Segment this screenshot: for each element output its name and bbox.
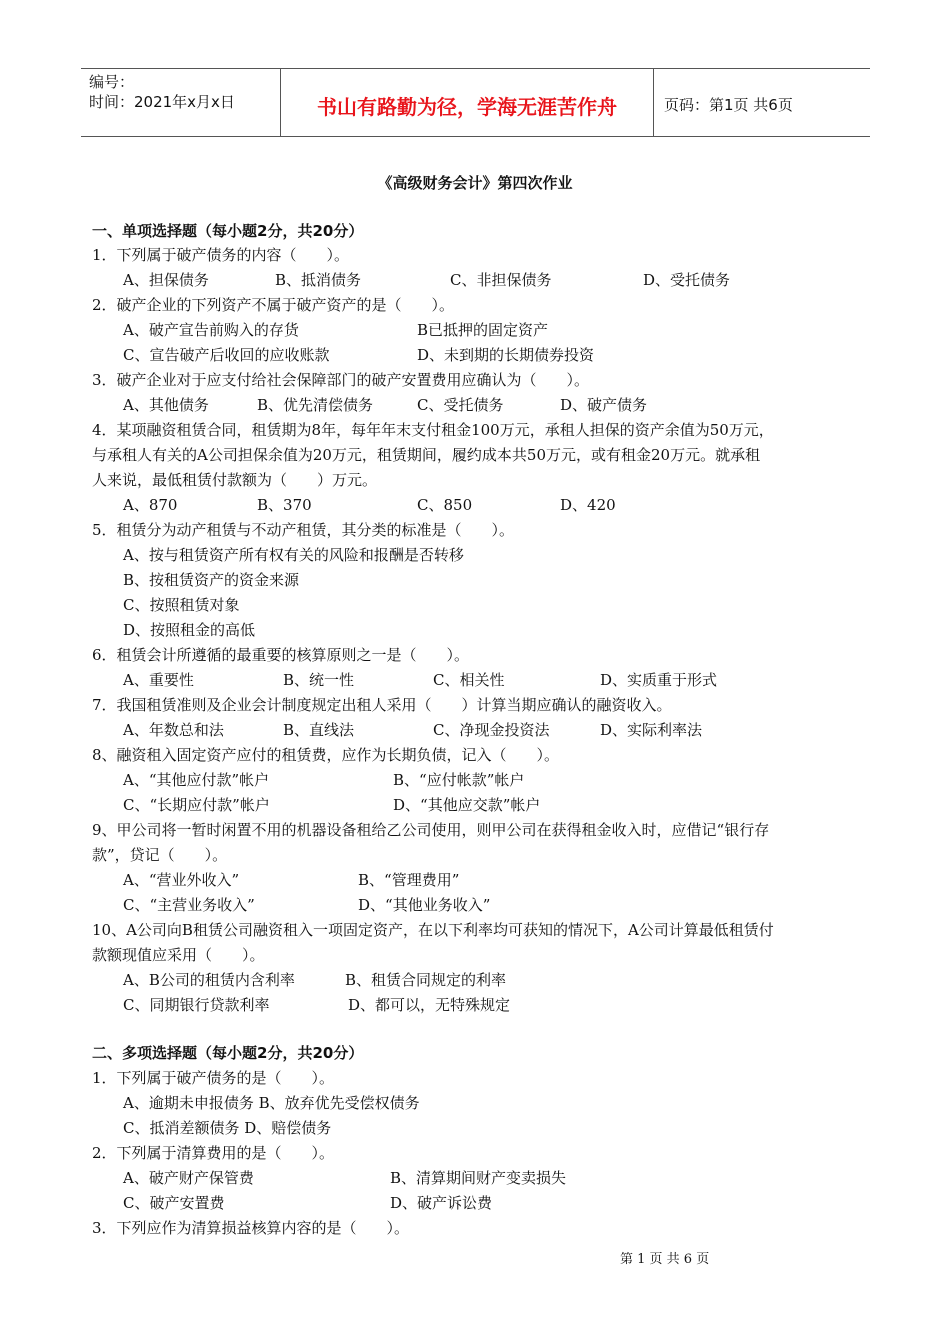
q9-option-c: C、“主营业务收入” — [123, 896, 255, 914]
question-8: 8、融资租入固定资产应付的租赁费，应作为长期负债，记入（ ）。 — [92, 746, 560, 764]
question-10-line1: 10、A公司向B租赁公司融资租入一项固定资产，在以下利率均可获知的情况下，A公司计算最低租赁付 — [92, 921, 774, 939]
q2-option-d: D、未到期的长期债券投资 — [417, 346, 595, 364]
m1-options-cd: C、抵消差额债务 D、赔偿债务 — [123, 1119, 332, 1137]
question-7: 7．我国租赁准则及企业会计制度规定出租人采用（ ）计算当期应确认的融资收入。 — [92, 696, 672, 714]
m2-option-b: B、清算期间财产变卖损失 — [390, 1169, 567, 1187]
q9-option-b: B、“管理费用” — [358, 871, 460, 889]
q5-option-b: B、按租赁资产的资金来源 — [123, 571, 300, 589]
q6-option-a: A、重要性 — [123, 671, 194, 689]
m2-option-c: C、破产安置费 — [123, 1194, 225, 1212]
q4-option-b: B、370 — [257, 496, 312, 514]
doc-number-label: 编号： — [89, 73, 135, 91]
question-4-line1: 4．某项融资租赁合同，租赁期为8年，每年年末支付租金100万元，承租人担保的资产余值为50万元， — [92, 421, 774, 439]
q9-option-a: A、“营业外收入” — [123, 871, 240, 889]
q3-option-d: D、破产债务 — [560, 396, 648, 414]
q5-option-c: C、按照租赁对象 — [123, 596, 240, 614]
q10-option-d: D、都可以，无特殊规定 — [348, 996, 511, 1014]
q3-option-b: B、优先清偿债务 — [257, 396, 374, 414]
document-title: 《高级财务会计》第四次作业 — [377, 174, 573, 192]
q10-option-a: A、B公司的租赁内含利率 — [123, 971, 295, 989]
question-2: 2．破产企业的下列资产不属于破产资产的是（ ）。 — [92, 296, 455, 314]
q7-option-b: B、直线法 — [283, 721, 355, 739]
section1-heading: 一、单项选择题（每小题2分，共20分） — [92, 222, 364, 240]
m2-option-d: D、破产诉讼费 — [390, 1194, 493, 1212]
header-table — [81, 68, 870, 137]
q7-option-c: C、净现金投资法 — [433, 721, 550, 739]
q6-option-d: D、实质重于形式 — [600, 671, 718, 689]
page-footer: 第 1 页 共 6 页 — [620, 1252, 710, 1267]
question-4-line2: 与承租人有关的A公司担保余值为20万元，租赁期间，履约成本共50万元，或有租金20万元。就承租 — [92, 446, 761, 464]
doc-date-label: 时间：2021年x月x日 — [89, 93, 235, 111]
q1-option-a: A、担保债务 — [123, 271, 209, 289]
q3-option-a: A、其他债务 — [123, 396, 209, 414]
q9-option-d: D、“其他业务收入” — [358, 896, 491, 914]
q2-option-b: B已抵押的固定资产 — [417, 321, 549, 339]
question-3: 3．破产企业对于应支付给社会保障部门的破产安置费用应确认为（ ）。 — [92, 371, 590, 389]
q6-option-c: C、相关性 — [433, 671, 505, 689]
q8-option-a: A、“其他应付款”帐户 — [123, 771, 270, 789]
q4-option-c: C、850 — [417, 496, 473, 514]
q1-option-c: C、非担保债务 — [450, 271, 552, 289]
question-9-line2: 款”，贷记（ ）。 — [92, 846, 228, 864]
q3-option-c: C、受托债务 — [417, 396, 504, 414]
q2-option-a: A、破产宣告前购入的存货 — [123, 321, 299, 339]
m2-option-a: A、破产财产保管费 — [123, 1169, 254, 1187]
q10-option-c: C、同期银行贷款利率 — [123, 996, 270, 1014]
multi-question-2: 2．下列属于清算费用的是（ ）。 — [92, 1144, 335, 1162]
q7-option-a: A、年数总和法 — [123, 721, 224, 739]
multi-question-1: 1．下列属于破产债务的是（ ）。 — [92, 1069, 335, 1087]
m1-options-ab: A、逾期未申报债务 B、放弃优先受偿权债务 — [123, 1094, 420, 1112]
header-page-cell — [654, 69, 870, 136]
page-info: 页码：第1页 共6页 — [664, 96, 793, 114]
motto-text: 书山有路勤为径，学海无涯苦作舟 — [317, 95, 617, 119]
q5-option-a: A、按与租赁资产所有权有关的风险和报酬是否转移 — [123, 546, 464, 564]
question-5: 5．租赁分为动产租赁与不动产租赁，其分类的标准是（ ）。 — [92, 521, 515, 539]
q8-option-d: D、“其他应交款”帐户 — [393, 796, 541, 814]
q7-option-d: D、实际利率法 — [600, 721, 703, 739]
header-left-cell — [81, 69, 281, 136]
q8-option-b: B、“应付帐款”帐户 — [393, 771, 525, 789]
header-motto-cell — [281, 69, 654, 136]
q4-option-d: D、420 — [560, 496, 616, 514]
q4-option-a: A、870 — [123, 496, 178, 514]
question-10-line2: 款额现值应采用（ ）。 — [92, 946, 265, 964]
q8-option-c: C、“长期应付款”帐户 — [123, 796, 270, 814]
q10-option-b: B、租赁合同规定的利率 — [345, 971, 507, 989]
question-4-line3: 人来说，最低租赁付款额为（ ）万元。 — [92, 471, 378, 489]
q2-option-c: C、宣告破产后收回的应收账款 — [123, 346, 330, 364]
q1-option-b: B、抵消债务 — [275, 271, 362, 289]
question-6: 6．租赁会计所遵循的最重要的核算原则之一是（ ）。 — [92, 646, 470, 664]
question-9-line1: 9、甲公司将一暂时闲置不用的机器设备租给乙公司使用，则甲公司在获得租金收入时，应借记“银行存 — [92, 821, 770, 839]
question-1: 1．下列属于破产债务的内容（ ）。 — [92, 246, 350, 264]
q6-option-b: B、统一性 — [283, 671, 355, 689]
section2-heading: 二、多项选择题（每小题2分，共20分） — [92, 1044, 364, 1062]
q5-option-d: D、按照租金的高低 — [123, 621, 256, 639]
q1-option-d: D、受托债务 — [643, 271, 731, 289]
multi-question-3: 3．下列应作为清算损益核算内容的是（ ）。 — [92, 1219, 410, 1237]
